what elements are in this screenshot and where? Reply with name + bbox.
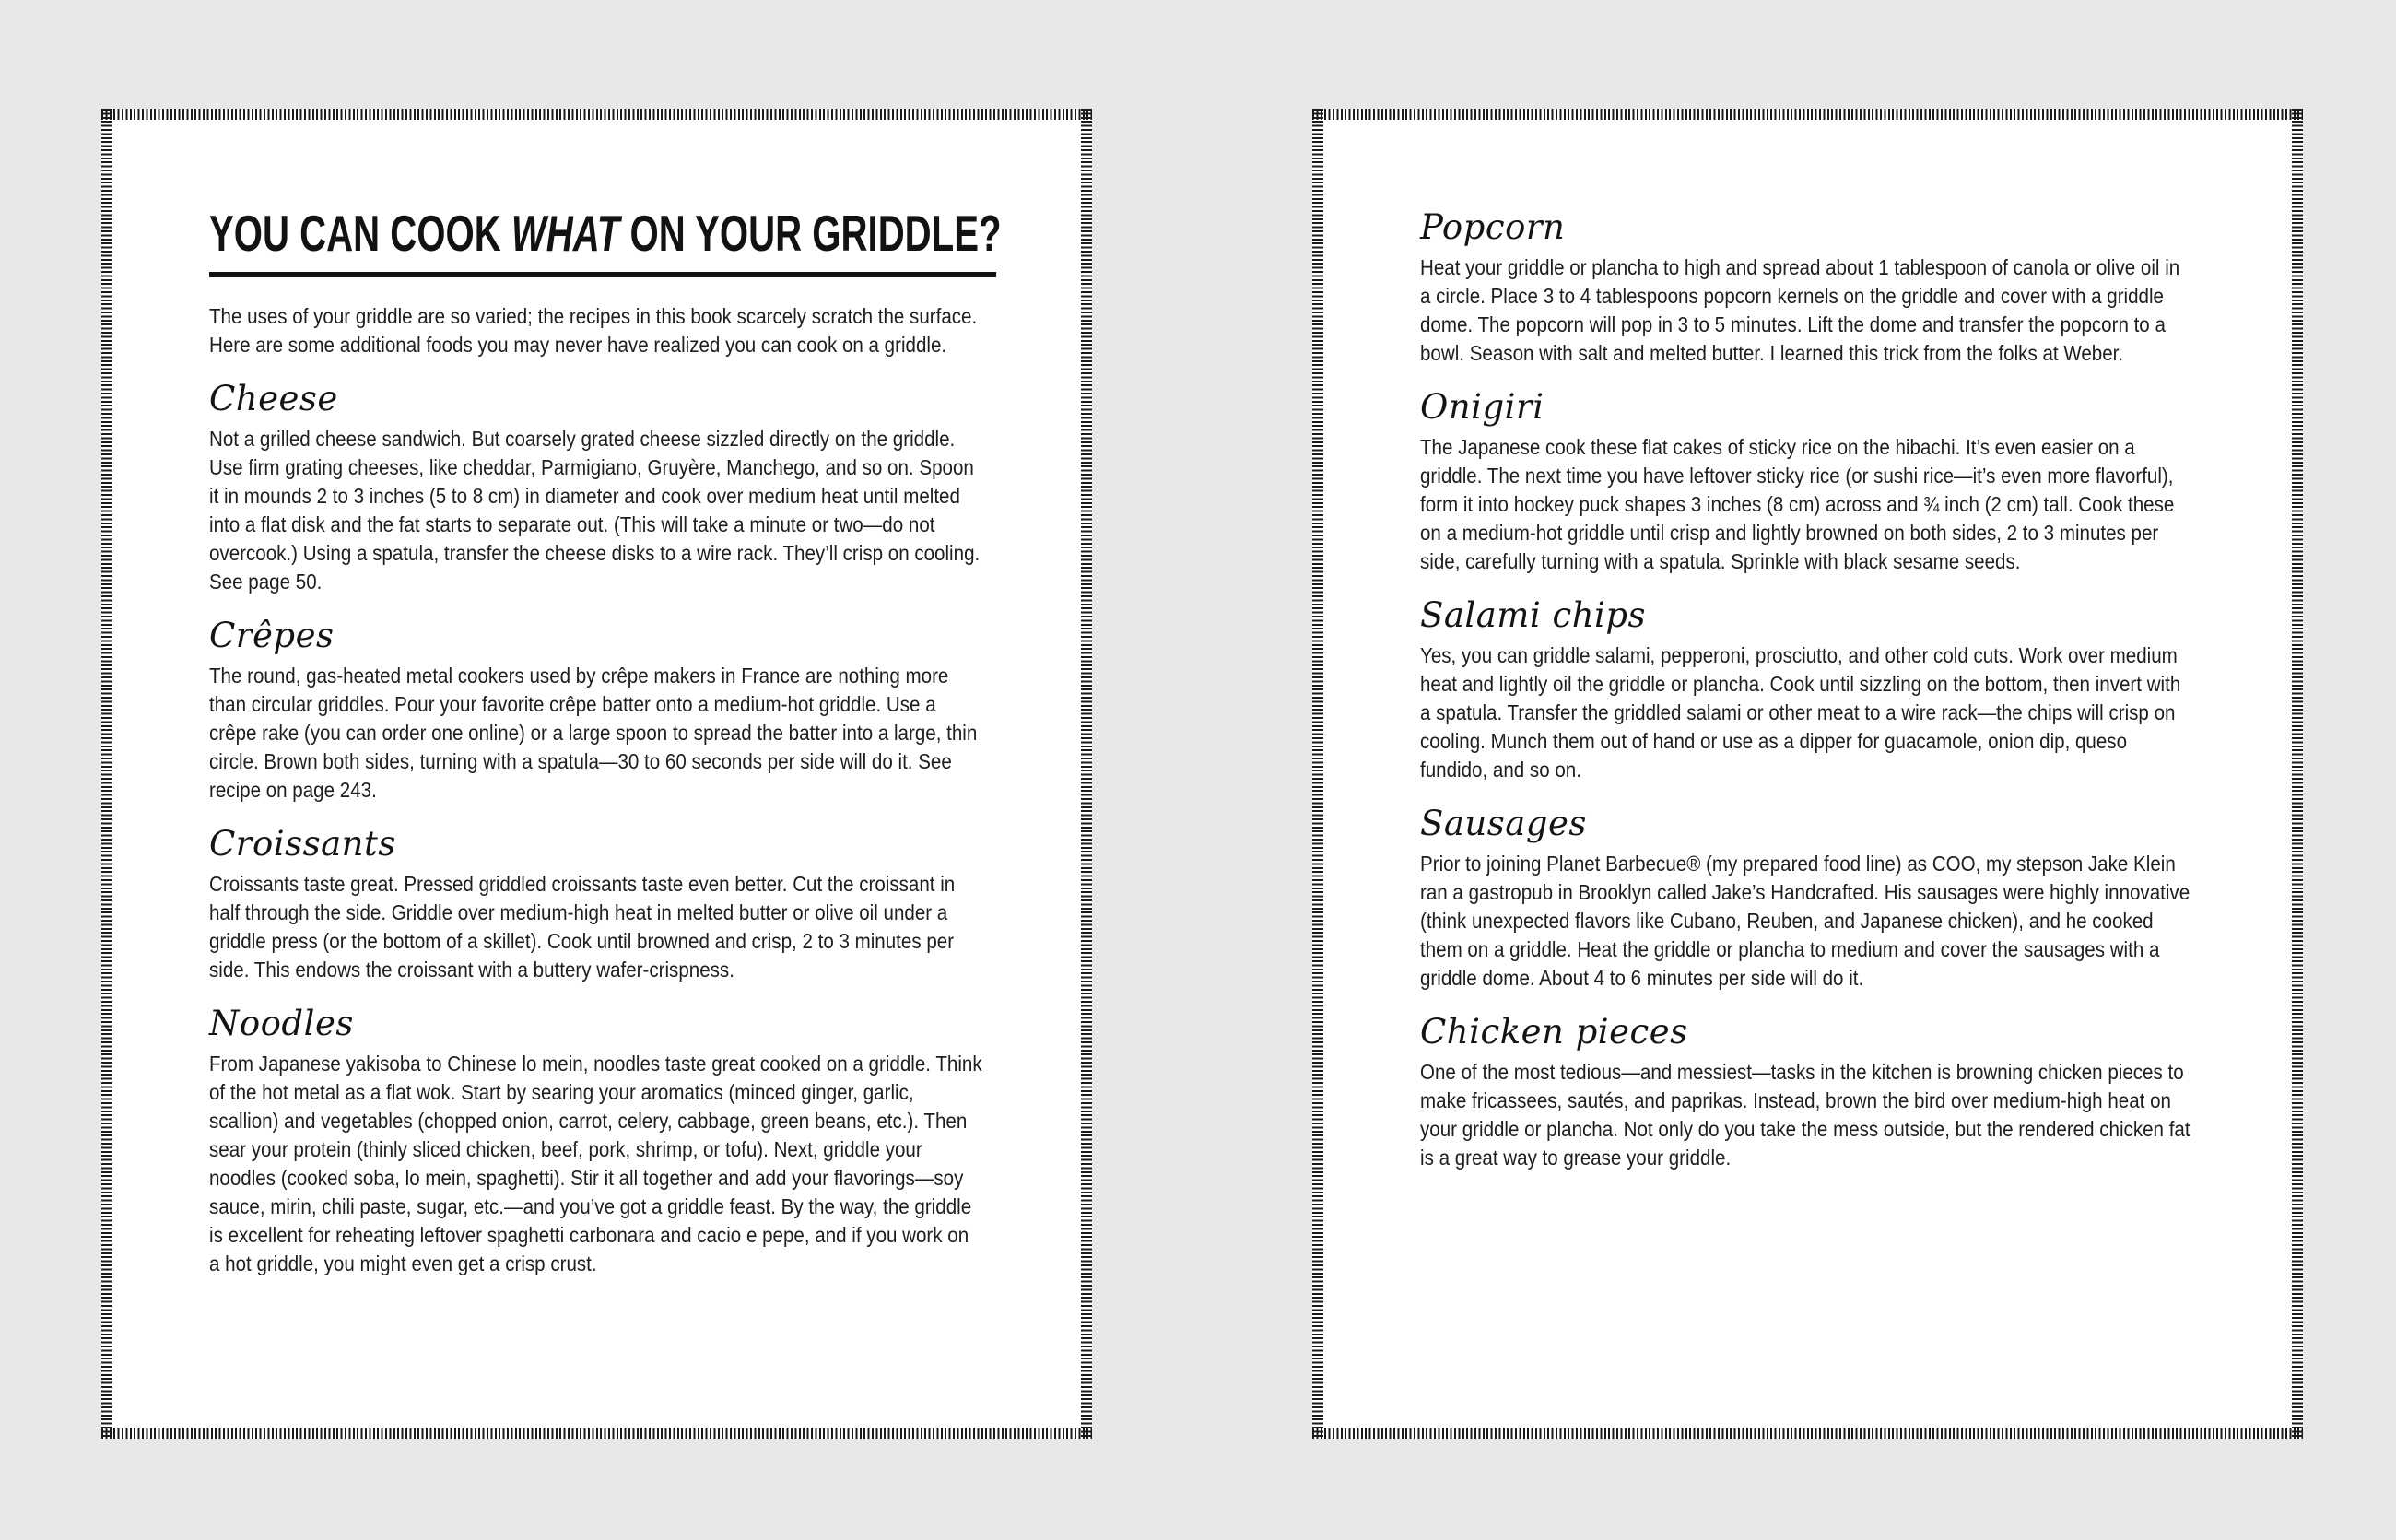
section-onigiri	[1420, 386, 2195, 576]
page-title	[209, 205, 1002, 277]
left-page-content	[101, 109, 1092, 1439]
section-heading: Cheese	[209, 379, 338, 418]
section-body: Yes, you can griddle salami, pepperoni, prosciutto, and other cold cuts. Work over medium heat and lightly oil the griddle or plancha. Cook until sizzling on the bottom, then invert with a spatula. Transfer the griddled salami or other meat to a wire rack—the chips will crisp on cooling. Munch them out of hand or use as a dipper for guacamole, onion dip, queso fundido, and so on.	[1420, 643, 2181, 782]
section-body: The round, gas-heated metal cookers used by crêpe makers in France are nothing more than circular griddles. Pour your favorite crêpe batter onto a medium-hot griddle. Use a crêpe rake (you can order one online) or a large spoon to spread the batter into a large, thin circle. Brown both sides, turning with a spatula—30 to 60 seconds per side will do it. See recipe on page 243.	[209, 664, 978, 802]
tick-border-bottom	[101, 1428, 1092, 1439]
tick-border-right	[1081, 109, 1092, 1439]
section-body: Not a grilled cheese sandwich. But coarsely grated cheese sizzled directly on the griddle. Use firm grating cheeses, like cheddar, Parmigiano, Gruyère, Manchego, and so on. Spoon it in mounds 2 to 3 inches (5 to 8 cm) in diameter and cook over medium heat until melted into a flat disk and the fat starts to separate out. (This will take a minute or two—do not overcook.) Using a spatula, transfer the cheese disks to a wire rack. They’ll crisp on cooling. See page 50.	[209, 427, 981, 594]
right-page	[1312, 109, 2303, 1439]
section-noodles	[209, 1003, 984, 1278]
section-heading: Onigiri	[1420, 387, 1544, 427]
section-heading: Salami chips	[1420, 595, 1647, 635]
section-sausages	[1420, 803, 2195, 993]
page-title-emphasis: WHAT	[511, 205, 620, 262]
section-heading: Croissants	[209, 824, 396, 864]
section-body: From Japanese yakisoba to Chinese lo mein, noodles taste great cooked on a griddle. Think of the hot metal as a flat wok. Start by searing your aromatics (minced ginger, garlic, scallion) and vegetables (chopped onion, carrot, celery, cabbage, green beans, etc.). Then sear your protein (thinly sliced chicken, beef, pork, shrimp, or tofu). Next, griddle your noodles (cooked soba, lo mein, spaghetti). Stir it all together and add your flavorings—soy sauce, mirin, chili paste, sugar, etc.—and you’ve got a griddle feast. By the way, the griddle is excellent for reheating leftover spaghetti carbonara and cacio e pepe, and if you work on a hot griddle, you might even get a crisp crust.	[209, 1052, 982, 1275]
tick-border-top	[1312, 109, 2303, 120]
section-popcorn	[1420, 206, 2195, 368]
section-body: Prior to joining Planet Barbecue® (my prepared food line) as COO, my stepson Jake Klein ran a gastropub in Brooklyn called Jake’s Handcrafted. His sausages were highly innovative (think unexpected flavors like Cubano, Reuben, and Japanese chicken), and he cooked them on a griddle. Heat the griddle or plancha to medium and cover the sausages with a griddle dome. About 4 to 6 minutes per side will do it.	[1420, 852, 2190, 990]
section-croissants	[209, 823, 984, 984]
intro-paragraph: The uses of your griddle are so varied; the recipes in this book scarcely scratch the surface. Here are some additional foods you may never have realized you can cook on a griddle.	[209, 304, 978, 357]
section-body: Croissants taste great. Pressed griddled croissants taste even better. Cut the croissant in half through the side. Griddle over medium-high heat in melted butter or olive oil under a griddle press (or the bottom of a skillet). Cook until browned and crisp, 2 to 3 minutes per side. This endows the croissant with a buttery wafer-crispness.	[209, 872, 956, 982]
left-page	[101, 109, 1092, 1439]
section-heading: Popcorn	[1420, 207, 1566, 247]
section-heading: Chicken pieces	[1420, 1012, 1688, 1052]
section-salami-chips	[1420, 594, 2195, 784]
section-heading: Crêpes	[209, 616, 335, 655]
tick-border-right	[2292, 109, 2303, 1439]
tick-border-top	[101, 109, 1092, 120]
section-body: The Japanese cook these flat cakes of sticky rice on the hibachi. It’s even easier on a griddle. The next time you have leftover sticky rice (or sushi rice—it’s even more flavorful), form it into hockey puck shapes 3 inches (8 cm) across and ¾ inch (2 cm) tall. Cook these on a medium-hot griddle until crisp and lightly browned on both sides, 2 to 3 minutes per side, carefully turning with a spatula. Sprinkle with black sesame seeds.	[1420, 435, 2175, 573]
tick-border-left	[1312, 109, 1323, 1439]
page-title-post: ON YOUR GRIDDLE?	[619, 205, 1002, 262]
page-title-pre: YOU CAN COOK	[209, 205, 511, 262]
tick-border-left	[101, 109, 112, 1439]
section-body: One of the most tedious—and messiest—tasks in the kitchen is browning chicken pieces to make fricassees, sautés, and paprikas. Instead, brown the bird over medium-high heat on your griddle or plancha. Not only do you take the mess outside, but the rendered chicken fat is a great way to grease your griddle.	[1420, 1060, 2190, 1170]
section-body: Heat your griddle or plancha to high and spread about 1 tablespoon of canola or olive oil in a circle. Place 3 to 4 tablespoons popcorn kernels on the griddle and cover with a griddle dome. The popcorn will pop in 3 to 5 minutes. Lift the dome and transfer the popcorn to a bowl. Season with salt and melted butter. I learned this trick from the folks at Weber.	[1420, 255, 2180, 365]
section-heading: Sausages	[1420, 804, 1587, 843]
right-page-content	[1312, 109, 2303, 1439]
section-chicken-pieces	[1420, 1011, 2195, 1172]
section-heading: Noodles	[209, 1004, 354, 1043]
tick-border-bottom	[1312, 1428, 2303, 1439]
section-cheese	[209, 378, 984, 596]
section-crepes	[209, 615, 984, 805]
